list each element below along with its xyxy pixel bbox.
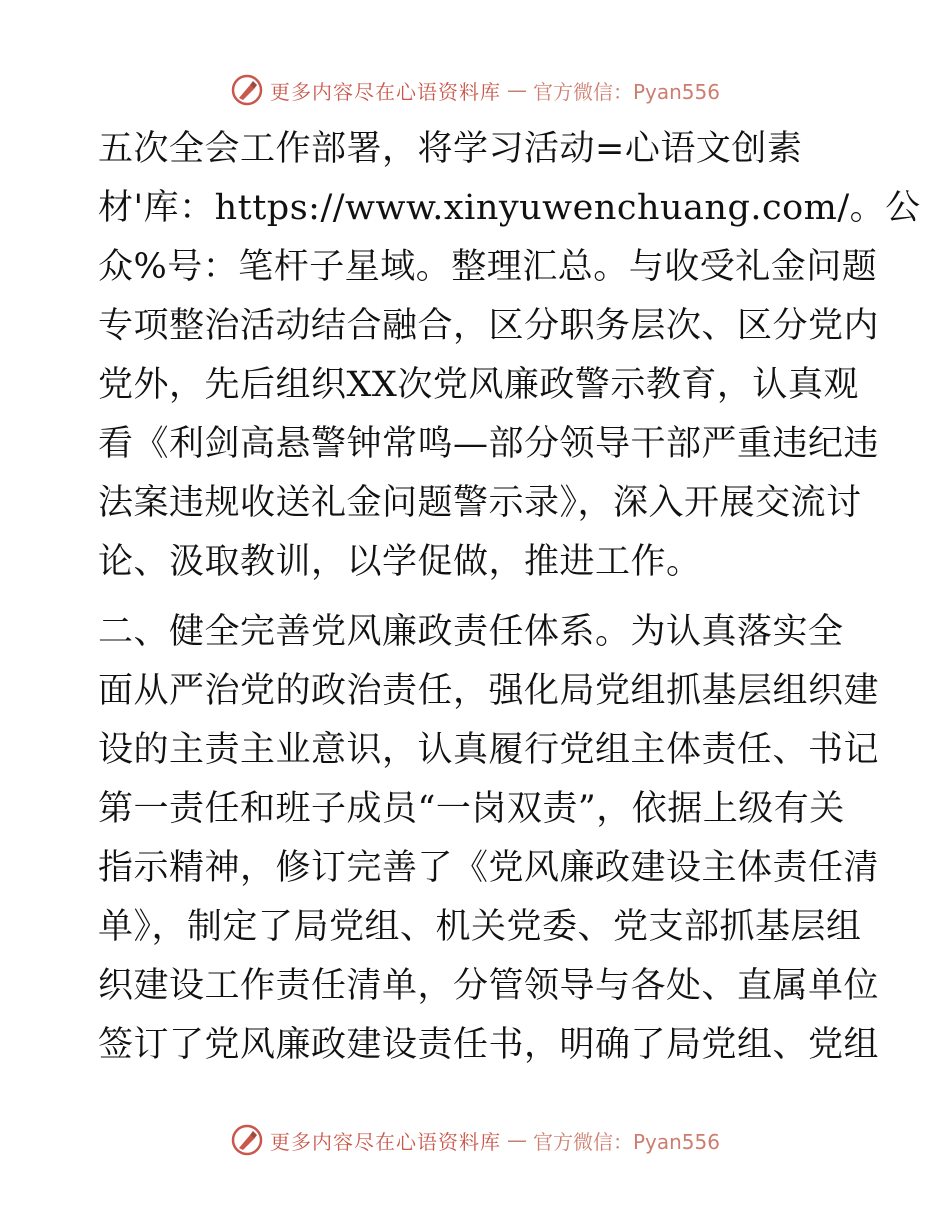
footer-banner-text: 更多内容尽在心语资料库	[269, 1129, 501, 1154]
body-line: 看《利剑高悬警钟常鸣—部分领导干部严重违纪违	[98, 424, 880, 464]
body-line: 单》，制定了局党组、机关党委、党支部抓基层组	[98, 907, 862, 947]
pen-nib-logo-icon	[230, 73, 264, 107]
body-line: 织建设工作责任清单，分管领导与各处、直属单位	[98, 966, 880, 1006]
body-line: 众%号：笔杆子星域。整理汇总。与收受礼金问题	[98, 247, 878, 287]
document-body	[98, 120, 921, 1075]
footer-banner-separator: —	[506, 1128, 527, 1152]
body-line: 设的主责主业意识，认真履行党组主体责任、书记	[98, 730, 880, 770]
body-line: 签订了党风廉政建设责任书，明确了局党组、党组	[98, 1025, 880, 1065]
footer-watermark-banner	[0, 1120, 950, 1160]
body-line: 专项整治活动结合融合，区分职务层次、区分党内	[98, 306, 880, 346]
body-line: 五次全会工作部署，将学习活动=心语文创素	[98, 129, 803, 169]
section-heading-line: 二、健全完善党风廉政责任体系。为认真落实全	[98, 612, 844, 652]
body-line: 论、汲取教训，以学促做，推进工作。	[98, 542, 702, 582]
body-line: 指示精神，修订完善了《党风廉政建设主体责任清	[98, 848, 880, 888]
body-line: 面从严治党的政治责任，强化局党组抓基层组织建	[98, 671, 880, 711]
body-line: 材'库：https://www.xinyuwenchuang.com/。公	[98, 188, 921, 228]
pen-nib-logo-icon	[230, 1123, 264, 1157]
header-banner-wechat: 官方微信：Pyan556	[532, 79, 720, 104]
body-line: 党外，先后组织XX次党风廉政警示教育，认真观	[98, 365, 859, 405]
header-watermark-banner	[0, 70, 950, 110]
header-banner-separator: —	[506, 78, 527, 102]
body-line: 第一责任和班子成员“一岗双责”，依据上级有关	[98, 789, 845, 829]
body-line: 法案违规收送礼金问题警示录》，深入开展交流讨	[98, 483, 862, 523]
footer-banner-wechat: 官方微信：Pyan556	[532, 1129, 720, 1154]
header-banner-text: 更多内容尽在心语资料库	[269, 79, 501, 104]
